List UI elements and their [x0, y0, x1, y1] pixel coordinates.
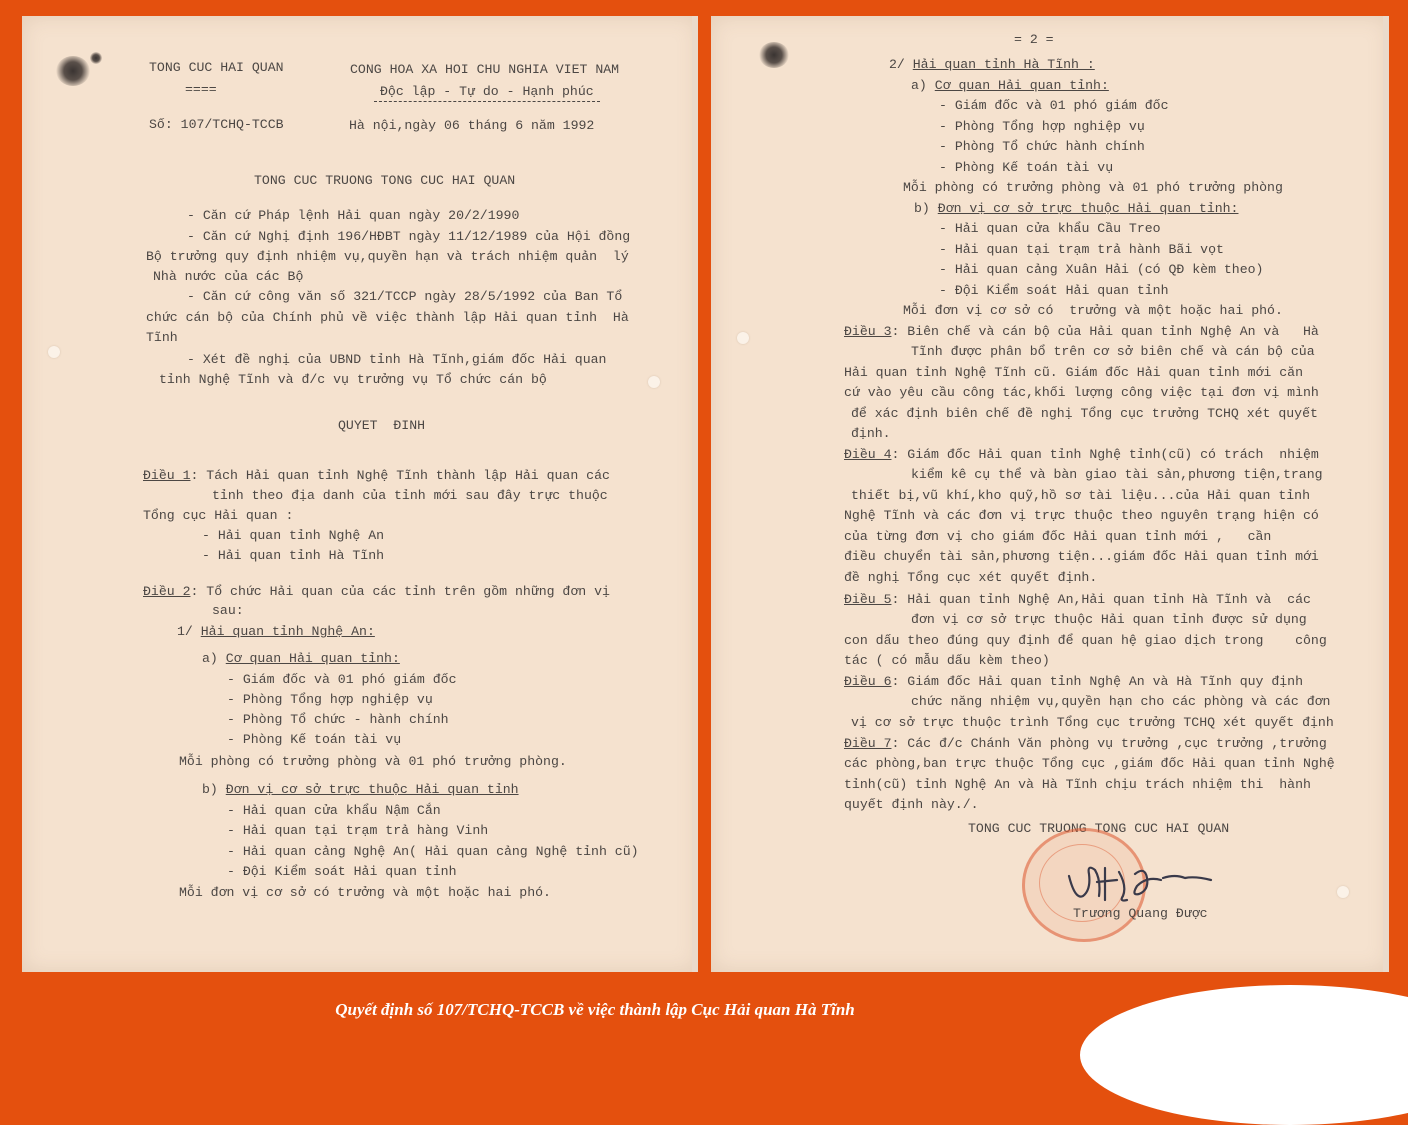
section-ha-tinh: [889, 57, 1095, 73]
article-text: : Tổ chức Hải quan của các tỉnh trên gồm những đơn vị: [190, 584, 610, 599]
basis-line: Bộ trưởng quy định nhiệm vụ,quyền hạn và trách nhiệm quản lý: [146, 249, 629, 264]
list-item: - Phòng Tổ chức hành chính: [939, 139, 1145, 154]
page-edge: [1383, 16, 1389, 972]
article-1: [143, 468, 610, 484]
ink-blot: [90, 52, 102, 64]
article-text: của từng đơn vị cho giám đốc Hải quan tỉnh mới , cần: [844, 529, 1272, 544]
list-item: - Hải quan tỉnh Nghệ An: [202, 528, 385, 543]
caption: Quyết định số 107/TCHQ-TCCB về việc thành lập Cục Hải quan Hà Tĩnh: [335, 1000, 855, 1019]
section-number: 1/: [177, 624, 201, 639]
punch-hole: [1337, 886, 1349, 898]
subsection-letter: b): [202, 782, 226, 797]
article-text: các phòng,ban trực thuộc Tổng cục ,giám đốc Hải quan tỉnh Nghệ: [844, 756, 1335, 771]
article-text: cứ vào yêu cầu công tác,khối lượng công việc tại đơn vị mình: [844, 385, 1319, 400]
article-text: thiết bị,vũ khí,kho quỹ,hồ sơ tài liệu...của Hải quan tỉnh: [851, 488, 1310, 503]
article-text: Tĩnh được phân bổ trên cơ sở biên chế và cán bộ của: [911, 344, 1315, 359]
list-item: - Hải quan cửa khẩu Cầu Treo: [939, 221, 1161, 236]
list-item: - Phòng Tổ chức - hành chính: [227, 712, 449, 727]
article-label: Điều 1: [143, 468, 191, 483]
article-label: Điều 6: [844, 674, 892, 689]
section-heading: Hải quan tỉnh Hà Tĩnh :: [912, 57, 1095, 72]
list-item: - Phòng Kế toán tài vụ: [227, 732, 402, 747]
list-item: - Hải quan tại trạm trả hành Bãi vọt: [939, 242, 1224, 257]
page-number: = 2 =: [1014, 32, 1054, 47]
subsection-letter: a): [202, 651, 226, 666]
article-text: chức năng nhiệm vụ,quyền hạn cho các phòng và các đơn: [911, 694, 1331, 709]
ink-blot: [56, 56, 90, 86]
article-text: Nghệ Tĩnh và các đơn vị trực thuộc theo nguyên trạng hiện có: [844, 508, 1319, 523]
article-label: Điều 4: [844, 447, 892, 462]
list-item: - Phòng Tổng hợp nghiệp vụ: [227, 692, 433, 707]
article-label: Điều 3: [844, 324, 892, 339]
article-text: : Biên chế và cán bộ của Hải quan tỉnh Nghệ An và Hà: [891, 324, 1319, 339]
punch-hole: [648, 376, 660, 388]
basis-line: tỉnh Nghệ Tĩnh và đ/c vụ trưởng vụ Tổ chức cán bộ: [159, 372, 547, 387]
article-text: tỉnh theo địa danh của tỉnh mới sau đây trực thuộc: [212, 488, 608, 503]
article-label: Điều 5: [844, 592, 892, 607]
section-nghe-an: [177, 624, 375, 640]
note: Mỗi đơn vị cơ sở có trưởng và một hoặc hai phó.: [179, 885, 551, 900]
basis-line: - Căn cứ công văn số 321/TCCP ngày 28/5/1992 của Ban Tổ: [187, 289, 623, 304]
subsection-heading: Cơ quan Hải quan tỉnh:: [934, 78, 1109, 93]
article-5: [844, 592, 1311, 608]
list-item: - Hải quan cảng Nghệ An( Hải quan cảng Nghệ tỉnh cũ): [227, 844, 639, 859]
article-text: : Giám đốc Hải quan tỉnh Nghệ tỉnh(cũ) có trách nhiệm: [891, 447, 1319, 462]
list-item: - Phòng Tổng hợp nghiệp vụ: [939, 119, 1145, 134]
article-text: để xác định biên chế đề nghị Tổng cục trưởng TCHQ xét quyết: [851, 406, 1318, 421]
article-text: định.: [851, 426, 891, 441]
article-text: tác ( có mẫu dấu kèm theo): [844, 653, 1050, 668]
authority-title: TONG CUC TRUONG TONG CUC HAI QUAN: [254, 173, 516, 188]
subsection-letter: b): [914, 201, 938, 216]
article-text: vị cơ sở trực thuộc trình Tổng cục trưởng TCHQ xét quyết định: [851, 715, 1334, 730]
list-item: - Hải quan tỉnh Hà Tĩnh: [202, 548, 385, 563]
article-text: tỉnh(cũ) tỉnh Nghệ An và Hà Tĩnh chịu trách nhiệm thi hành: [844, 777, 1311, 792]
note: Mỗi phòng có trưởng phòng và 01 phó trưởng phòng: [903, 180, 1283, 195]
list-item: - Đội Kiểm soát Hải quan tỉnh: [227, 864, 457, 879]
signer-name: Trương Quang Được: [1073, 906, 1208, 921]
subsection-a: [202, 651, 400, 667]
list-item: - Phòng Kế toán tài vụ: [939, 160, 1114, 175]
basis-line: Tĩnh: [146, 330, 178, 345]
document-date: Hà nội,ngày 06 tháng 6 năm 1992: [349, 118, 595, 133]
document-page-1: [22, 16, 698, 972]
article-text: : Giám đốc Hải quan tỉnh Nghệ An và Hà Tĩnh quy định: [891, 674, 1304, 689]
article-label: Điều 2: [143, 584, 191, 599]
section-heading: Hải quan tỉnh Nghệ An:: [200, 624, 375, 639]
list-item: - Giám đốc và 01 phó giám đốc: [227, 672, 457, 687]
motto: Độc lập - Tự do - Hạnh phúc: [374, 84, 600, 102]
basis-line: - Căn cứ Pháp lệnh Hải quan ngày 20/2/1990: [187, 208, 520, 223]
list-item: - Hải quan tại trạm trả hàng Vinh: [227, 823, 489, 838]
article-3: [844, 324, 1319, 340]
article-text: điều chuyển tài sản,phương tiện...giám đốc Hải quan tỉnh mới: [844, 549, 1319, 564]
punch-hole: [48, 346, 60, 358]
subsection-heading: Cơ quan Hải quan tỉnh:: [225, 651, 400, 666]
basis-line: Nhà nước của các Bộ: [153, 269, 304, 284]
note: Mỗi phòng có trưởng phòng và 01 phó trưởng phòng.: [179, 754, 567, 769]
article-text: con dấu theo đúng quy định để quan hệ giao dịch trong công: [844, 633, 1327, 648]
article-text: đề nghị Tổng cục xét quyết định.: [844, 570, 1098, 585]
subsection-b: [914, 201, 1238, 217]
nation-title: CONG HOA XA HOI CHU NGHIA VIET NAM: [350, 62, 620, 77]
punch-hole: [737, 332, 749, 344]
article-text: sau:: [212, 603, 244, 618]
document-page-2: [711, 16, 1389, 972]
article-6: [844, 674, 1303, 690]
article-text: : Các đ/c Chánh Văn phòng vụ trưởng ,cục trưởng ,trưởng: [891, 736, 1327, 751]
subsection-heading: Đơn vị cơ sở trực thuộc Hải quan tỉnh:: [937, 201, 1239, 216]
basis-line: - Căn cứ Nghị định 196/HĐBT ngày 11/12/1989 của Hội đồng: [187, 229, 631, 244]
article-2: [143, 584, 610, 600]
basis-line: chức cán bộ của Chính phủ về việc thành lập Hải quan tỉnh Hà: [146, 310, 629, 325]
section-number: 2/: [889, 57, 913, 72]
article-text: kiểm kê cụ thể và bàn giao tài sản,phương tiện,trang: [911, 467, 1323, 482]
subsection-b: [202, 782, 519, 798]
article-text: : Hải quan tỉnh Nghệ An,Hải quan tỉnh Hà Tĩnh và các: [891, 592, 1311, 607]
subsection-heading: Đơn vị cơ sở trực thuộc Hải quan tỉnh: [225, 782, 519, 797]
document-number: Số: 107/TCHQ-TCCB: [149, 117, 284, 132]
subsection-a: [911, 78, 1109, 94]
note: Mỗi đơn vị cơ sở có trưởng và một hoặc hai phó.: [903, 303, 1283, 318]
article-text: Hải quan tỉnh Nghệ Tĩnh cũ. Giám đốc Hải quan tỉnh mới căn: [844, 365, 1303, 380]
article-text: : Tách Hải quan tỉnh Nghệ Tĩnh thành lập Hải quan các: [190, 468, 610, 483]
article-text: Tổng cục Hải quan :: [143, 508, 294, 523]
list-item: - Đội Kiểm soát Hải quan tỉnh: [939, 283, 1169, 298]
decision-title: QUYET ĐINH: [338, 418, 426, 433]
ink-blot: [759, 42, 789, 68]
article-text: đơn vị cơ sở trực thuộc Hải quan tỉnh được sử dụng: [911, 612, 1307, 627]
article-7: [844, 736, 1327, 752]
page-edge: [692, 16, 698, 972]
article-text: quyết định này./.: [844, 797, 979, 812]
basis-line: - Xét đề nghị của UBND tỉnh Hà Tĩnh,giám đốc Hải quan: [187, 352, 607, 367]
issuing-org: TONG CUC HAI QUAN: [149, 60, 284, 75]
list-item: - Hải quan cửa khẩu Nậm Cắn: [227, 803, 441, 818]
article-4: [844, 447, 1319, 463]
signatory-title: TONG CUC TRUONG TONG CUC HAI QUAN: [968, 821, 1230, 836]
org-rule: ====: [185, 82, 217, 97]
subsection-letter: a): [911, 78, 935, 93]
list-item: - Giám đốc và 01 phó giám đốc: [939, 98, 1169, 113]
list-item: - Hải quan cảng Xuân Hải (có QĐ kèm theo): [939, 262, 1264, 277]
article-label: Điều 7: [844, 736, 892, 751]
